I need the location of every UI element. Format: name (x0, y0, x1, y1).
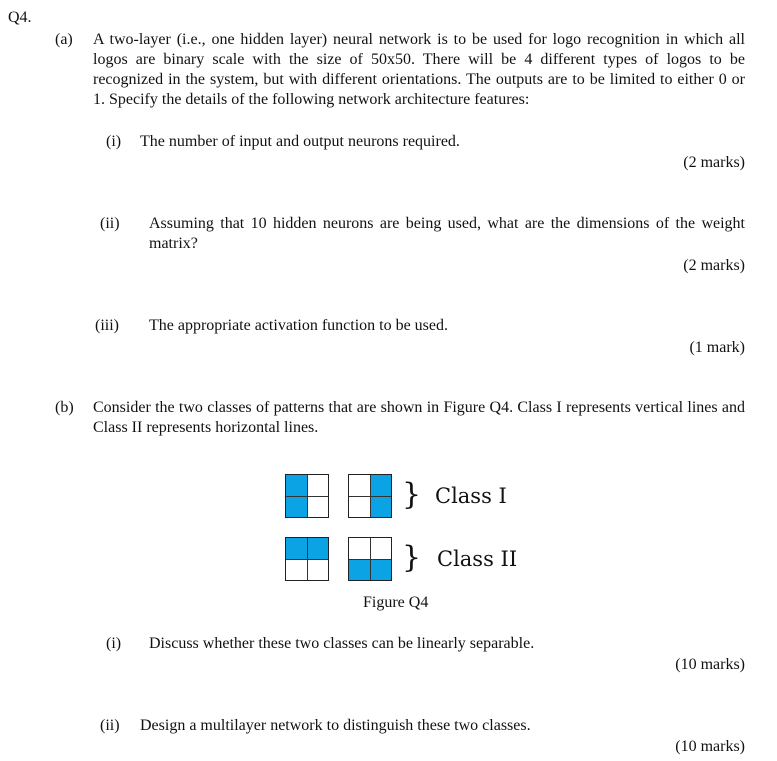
part-b-ii-text: Design a multilayer network to distinguish these two classes. (140, 717, 531, 734)
part-b-label: (b) (55, 399, 74, 416)
class1-brace: } (402, 477, 422, 512)
part-a-ii-text: Assuming that 10 hidden neurons are being used, what are the dimensions of the weight matrix? (149, 215, 745, 252)
part-a-ii-marks: (2 marks) (683, 257, 745, 274)
class2-label: Class II (437, 547, 518, 571)
part-b-i-marks: (10 marks) (675, 656, 745, 673)
part-b-i-text: Discuss whether these two classes can be linearly separable. (149, 635, 535, 652)
part-a-iii-text: The appropriate activation function to be used. (149, 317, 449, 334)
part-a-ii-label: (ii) (100, 215, 120, 232)
part-b-ii-label: (ii) (100, 717, 120, 734)
part-b-ii-marks: (10 marks) (675, 738, 745, 755)
part-a-i-marks: (2 marks) (683, 154, 745, 171)
class1-pattern-right-column (348, 474, 392, 518)
class2-pattern-top-row (285, 537, 329, 581)
class2-brace: } (402, 540, 422, 575)
part-a-i-label: (i) (106, 133, 122, 150)
part-b-i-label: (i) (106, 635, 122, 652)
part-a-label: (a) (55, 31, 73, 48)
class2-pattern-bottom-row (348, 537, 392, 581)
part-b-text: Consider the two classes of patterns that are shown in Figure Q4. Class I represents vertical lines and Class II represents horizontal lines. (93, 399, 745, 436)
part-a-text: A two-layer (i.e., one hidden layer) neural network is to be used for logo recognition in which all logos are binary scale with the size of 50x50. There will be 4 different types of logos to be recognized in the system, but with different orientations. The outputs are to be limited to either 0 or 1. Specify the details of the following network architecture features: (93, 31, 745, 108)
part-a-iii-marks: (1 mark) (689, 339, 745, 356)
question-number: Q4. (8, 9, 32, 26)
class1-pattern-left-column (285, 474, 329, 518)
figure-caption: Figure Q4 (363, 594, 429, 611)
part-a-i-text: The number of input and output neurons required. (140, 133, 460, 150)
part-a-iii-label: (iii) (95, 317, 119, 334)
class1-label: Class I (435, 484, 507, 508)
